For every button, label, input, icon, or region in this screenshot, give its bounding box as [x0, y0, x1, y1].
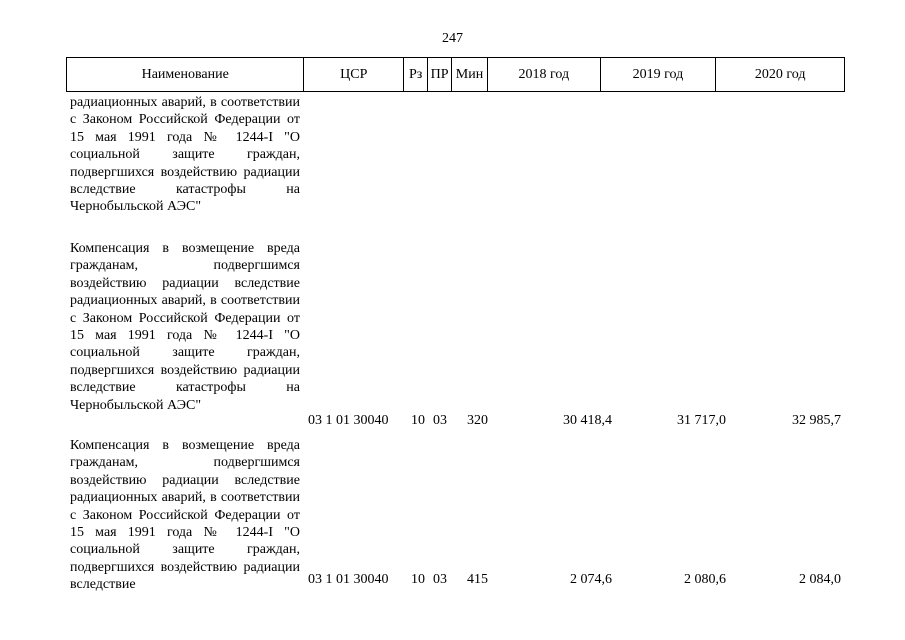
- page-number: 247: [442, 31, 463, 46]
- row-1-name: Компенсация в возмещение вреда гражданам, подвергшимся воздействию радиации вследствие радиационных аварий, в соответствии с Законом Российской Федерации от 15 мая 1991 года № 1244-I "О социальной защите граждан, подвергшихся воздействию радиации вследствие катастрофы на Чернобыльской АЭС": [70, 241, 300, 413]
- row-2-min: 415: [467, 572, 488, 587]
- row-1-pr: 03: [433, 413, 447, 428]
- row-1-min: 320: [467, 413, 488, 428]
- row-1-2018: 30 418,4: [563, 413, 612, 428]
- row-1-rz: 10: [411, 413, 425, 428]
- header-2018: 2018 год: [488, 58, 601, 91]
- header-min: Мин: [452, 58, 488, 91]
- header-name: Наименование: [67, 58, 304, 91]
- header-csr: ЦСР: [304, 58, 404, 91]
- header-pr: ПР: [428, 58, 452, 91]
- row-2-name: Компенсация в возмещение вреда гражданам, подвергшимся воздействию радиации вследствие радиационных аварий, в соответствии с Законом Российской Федерации от 15 мая 1991 года № 1244-I "О социальной защите граждан, подвергшихся воздействию радиации вследствие: [70, 438, 300, 593]
- table-header: [66, 57, 845, 92]
- continued-row-name: радиационных аварий, в соответствии с Законом Российской Федерации от 15 мая 1991 года № 1244-I "О социальной защите граждан, подвергшихся воздействию радиации вследствие катастрофы на Чернобыльской АЭС": [70, 95, 300, 215]
- row-2-csr: 03 1 01 30040: [308, 572, 389, 587]
- header-2020: 2020 год: [754, 66, 806, 82]
- row-1-csr: 03 1 01 30040: [308, 413, 389, 428]
- header-2019: 2019 год: [601, 58, 717, 91]
- row-2-2020: 2 084,0: [799, 572, 841, 587]
- row-1-2019: 31 717,0: [677, 413, 726, 428]
- header-rz: Рз: [404, 58, 428, 91]
- row-2-rz: 10: [411, 572, 425, 587]
- row-2-2018: 2 074,6: [570, 572, 612, 587]
- row-1-2020: 32 985,7: [792, 413, 841, 428]
- row-2-pr: 03: [433, 572, 447, 587]
- row-2-2019: 2 080,6: [684, 572, 726, 587]
